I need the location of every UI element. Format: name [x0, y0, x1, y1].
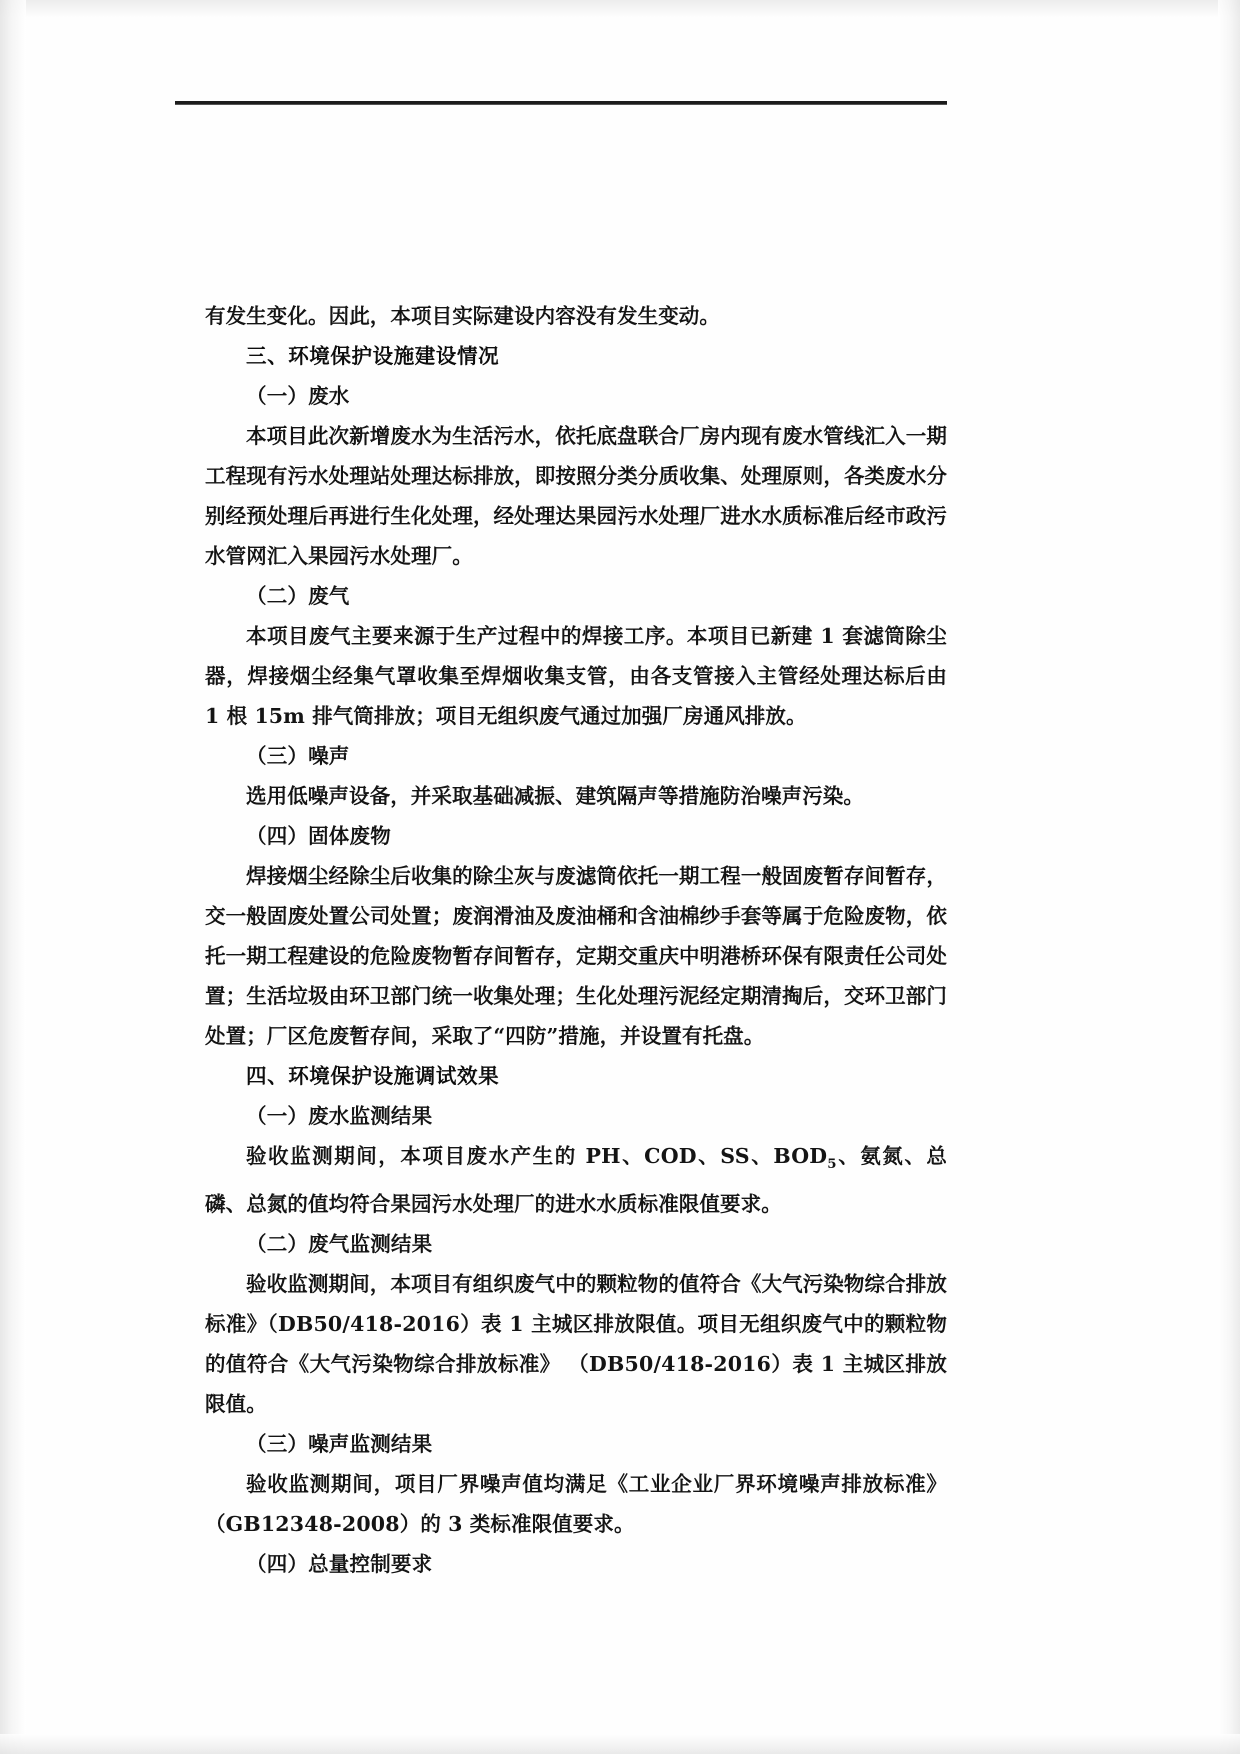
subsection-heading-total-quantity-control: （四）总量控制要求: [246, 1552, 433, 1577]
paragraph-waste-gas-monitoring: 验收监测期间，本项目有组织废气中的颗粒物的值符合《大气污染物综合排放标准》（DB50/418-2016）表 1 主城区排放限值。项目无组织废气中的颗粒物的值符合《大气污染物综合排放标准》 （DB50/418-2016）表 1 主城区排放限值。: [205, 1272, 947, 1417]
subsection-heading-waste-gas: （二）废气: [246, 584, 350, 608]
header-rule: [175, 101, 947, 105]
subsection-heading-waste-gas-monitoring: （二）废气监测结果: [246, 1232, 433, 1257]
paragraph-continuation: 有发生变化。因此，本项目实际建设内容没有发生变动。: [205, 304, 720, 328]
document-body: [205, 296, 947, 1584]
section-heading-3: 三、环境保护设施建设情况: [246, 344, 500, 368]
scan-edge-top: [0, 0, 1240, 18]
subsection-heading-solid-waste: （四）固体废物: [246, 824, 391, 848]
subsection-heading-wastewater-monitoring: （一）废水监测结果: [246, 1104, 433, 1128]
subsection-heading-wastewater: （一）废水: [246, 384, 350, 408]
scan-edge-right: [1218, 0, 1240, 1754]
scan-edge-left: [0, 0, 26, 1754]
subsection-heading-noise-monitoring: （三）噪声监测结果: [246, 1432, 433, 1457]
paragraph-wastewater: 本项目此次新增废水为生活污水，依托底盘联合厂房内现有废水管线汇入一期工程现有污水处理站处理达标排放，即按照分类分质收集、处理原则，各类废水分别经预处理后再进行生化处理，经处理达果园污水处理厂进水水质标准后经市政污水管网汇入果园污水处理厂。: [205, 424, 947, 568]
subsection-heading-noise: （三）噪声: [246, 744, 350, 768]
paragraph-noise-monitoring: 验收监测期间，项目厂界噪声值均满足《工业企业厂界环境噪声排放标准》（GB12348-2008）的 3 类标准限值要求。: [205, 1472, 947, 1537]
scan-edge-bottom: [0, 1734, 1240, 1754]
paragraph-noise: 选用低噪声设备，并采取基础减振、建筑隔声等措施防治噪声污染。: [246, 784, 864, 808]
paragraph-waste-gas: 本项目废气主要来源于生产过程中的焊接工序。本项目已新建 1 套滤筒除尘器，焊接烟尘经集气罩收集至焊烟收集支管，由各支管接入主管经处理达标后由 1 根 15m 排气筒排放；项目无组织废气通过加强厂房通风排放。: [205, 624, 947, 728]
paragraph-solid-waste: 焊接烟尘经除尘后收集的除尘灰与废滤筒依托一期工程一般固废暂存间暂存，交一般固废处置公司处置；废润滑油及废油桶和含油棉纱手套等属于危险废物，依托一期工程建设的危险废物暂存间暂存，定期交重庆中明港桥环保有限责任公司处置；生活垃圾由环卫部门统一收集处理；生化处理污泥经定期清掏后，交环卫部门处置；厂区危废暂存间，采取了“四防”措施，并设置有托盘。: [205, 864, 947, 1048]
paragraph-wastewater-monitoring: 验收监测期间，本项目废水产生的 PH、COD、SS、$BOD_5$、氨氮、总磷、总氮的值均符合果园污水处理厂的进水水质标准限值要求。: [205, 1144, 948, 1217]
section-heading-4: 四、环境保护设施调试效果: [246, 1064, 500, 1088]
